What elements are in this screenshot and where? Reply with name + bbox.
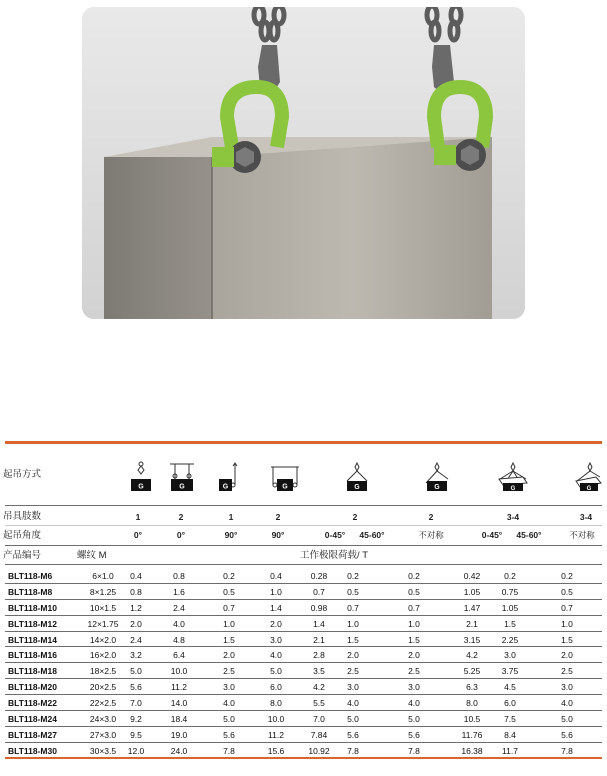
- multi-leg-asymmetric-icon: [574, 461, 602, 493]
- load-cell: 16.38: [461, 745, 483, 756]
- load-cell: 0.4: [270, 571, 282, 581]
- product-code-cell: BLT118-M10: [8, 602, 57, 613]
- load-cell: 24.0: [170, 745, 188, 756]
- load-cell: 7.8: [223, 745, 235, 756]
- load-cell: 9.2: [130, 714, 142, 725]
- thread-cell: 18×2.5: [89, 666, 117, 677]
- load-cell: 0.28: [310, 571, 328, 581]
- load-cell: 4.8: [173, 634, 185, 645]
- load-cell: 2.5: [561, 666, 573, 677]
- table-row: [5, 616, 602, 632]
- legs-cell: 2: [352, 512, 358, 522]
- two-leg-vertical-icon: [166, 461, 198, 493]
- load-cell: 3.0: [408, 682, 420, 693]
- load-cell: 5.0: [270, 666, 282, 677]
- load-cell: 5.0: [223, 714, 235, 725]
- legs-cell: 2: [275, 512, 281, 522]
- single-leg-side-icon: [216, 461, 242, 493]
- product-code-cell: BLT118-M20: [8, 682, 57, 693]
- table-row: [5, 743, 602, 759]
- svg-text:G: G: [282, 483, 288, 491]
- load-cell: 2.8: [313, 650, 325, 661]
- load-cell: 0.7: [561, 602, 573, 613]
- product-code-cell: BLT118-M8: [8, 586, 53, 597]
- two-leg-angle-icon: [340, 461, 374, 493]
- load-cell: 7.84: [310, 729, 328, 740]
- load-cell: 1.05: [463, 586, 481, 597]
- load-cell: 5.6: [408, 729, 420, 740]
- product-code-cell: BLT118-M12: [8, 618, 57, 629]
- load-cell: 2.5: [347, 666, 359, 677]
- load-cell: 0.5: [408, 586, 420, 597]
- load-cell: 11.76: [461, 729, 483, 740]
- product-code-cell: BLT118-M27: [8, 729, 57, 740]
- load-cell: 7.0: [313, 714, 325, 725]
- load-cell: 2.0: [130, 618, 142, 629]
- table-row: [5, 600, 602, 616]
- load-cell: 5.6: [223, 729, 235, 740]
- angle-cell: 90°: [271, 530, 285, 540]
- thread-cell: 14×2.0: [89, 634, 117, 645]
- table-row: [5, 568, 602, 584]
- load-cell: 7.8: [408, 745, 420, 756]
- load-cell: 12.0: [127, 745, 145, 756]
- load-cell: 2.1: [313, 634, 325, 645]
- two-leg-side-icon: [268, 461, 302, 493]
- divider: [5, 564, 602, 565]
- load-cell: 0.4: [130, 571, 142, 581]
- load-cell: 14.0: [170, 698, 188, 709]
- svg-text:G: G: [510, 486, 516, 492]
- load-cell: 3.15: [463, 634, 481, 645]
- load-cell: 7.0: [130, 698, 142, 709]
- lift-method-label: 起吊方式: [3, 469, 42, 480]
- load-cell: 10.0: [170, 666, 188, 677]
- load-cell: 3.0: [223, 682, 235, 693]
- load-cell: 2.5: [408, 666, 420, 677]
- legs-cell: 1: [135, 512, 141, 522]
- load-cell: 0.8: [173, 571, 185, 581]
- load-cell: 0.8: [130, 586, 142, 597]
- load-cell: 5.5: [313, 698, 325, 709]
- load-cell: 0.7: [408, 602, 420, 613]
- load-cell: 2.25: [501, 634, 519, 645]
- load-cell: 11.2: [268, 729, 284, 740]
- load-cell: 7.8: [347, 745, 359, 756]
- thread-cell: 6×1.0: [92, 571, 114, 581]
- thread-header: 螺纹 M: [77, 550, 107, 561]
- load-cell: 5.6: [130, 682, 142, 693]
- table-top-rule: [5, 441, 602, 444]
- wll-header: 工作极限荷载/ T: [300, 550, 369, 561]
- load-cell: 4.0: [223, 698, 235, 709]
- load-cell: 2.0: [223, 650, 235, 661]
- product-photo: [82, 7, 525, 319]
- table-row: [5, 663, 602, 679]
- thread-cell: 20×2.5: [89, 682, 117, 693]
- thread-cell: 27×3.0: [89, 729, 117, 740]
- table-row: [5, 711, 602, 727]
- table-row: [5, 647, 602, 663]
- load-cell: 7.8: [561, 745, 573, 756]
- table-row: [5, 695, 602, 711]
- load-cell: 3.2: [130, 650, 142, 661]
- load-cell: 0.7: [313, 586, 325, 597]
- load-cell: 3.0: [504, 650, 516, 661]
- svg-text:G: G: [586, 486, 592, 492]
- thread-cell: 30×3.5: [89, 745, 117, 756]
- load-cell: 2.0: [270, 618, 282, 629]
- load-cell: 0.7: [223, 602, 235, 613]
- table-row: [5, 632, 602, 648]
- load-cell: 1.6: [173, 586, 185, 597]
- angle-cell: 不对称: [418, 530, 444, 540]
- product-code-cell: BLT118-M6: [8, 571, 53, 581]
- thread-cell: 10×1.5: [89, 602, 117, 613]
- legs-cell: 2: [428, 512, 434, 522]
- divider: [5, 505, 602, 506]
- load-cell: 8.4: [504, 729, 516, 740]
- load-cell: 4.0: [347, 698, 359, 709]
- svg-text:G: G: [434, 484, 440, 491]
- load-cell: 0.2: [504, 571, 516, 581]
- load-cell: 5.0: [408, 714, 420, 725]
- divider: [5, 525, 602, 526]
- thread-cell: 22×2.5: [89, 698, 117, 709]
- load-cell: 0.2: [347, 571, 359, 581]
- load-cell: 0.42: [463, 571, 481, 581]
- angle-cell: 45-60°: [516, 530, 542, 540]
- angle-cell: 0-45°: [481, 530, 503, 540]
- load-cell: 10.5: [463, 714, 481, 725]
- load-cell: 10.92: [308, 745, 330, 756]
- load-cell: 1.5: [561, 634, 573, 645]
- angle-cell: 90°: [224, 530, 238, 540]
- load-cell: 1.5: [347, 634, 359, 645]
- load-cell: 2.0: [408, 650, 420, 661]
- load-cell: 1.0: [270, 586, 282, 597]
- load-cell: 4.5: [504, 682, 516, 693]
- load-cell: 4.0: [408, 698, 420, 709]
- load-cell: 5.6: [561, 729, 573, 740]
- legs-cell: 1: [228, 512, 234, 522]
- load-cell: 3.5: [313, 666, 325, 677]
- angle-cell: 0°: [176, 530, 186, 540]
- load-cell: 11.2: [171, 682, 187, 693]
- load-cell: 4.2: [313, 682, 325, 693]
- load-cell: 5.0: [561, 714, 573, 725]
- load-cell: 8.0: [270, 698, 282, 709]
- load-cell: 0.2: [408, 571, 420, 581]
- load-cell: 6.3: [466, 682, 478, 693]
- angle-cell: 45-60°: [359, 530, 385, 540]
- load-cell: 0.2: [223, 571, 235, 581]
- load-cell: 5.0: [347, 714, 359, 725]
- load-cell: 2.0: [347, 650, 359, 661]
- load-cell: 0.5: [561, 586, 573, 597]
- load-cell: 1.2: [130, 602, 142, 613]
- load-cell: 3.0: [347, 682, 359, 693]
- load-cell: 1.5: [223, 634, 235, 645]
- load-cell: 3.75: [501, 666, 519, 677]
- load-cell: 19.0: [170, 729, 188, 740]
- table-row: [5, 727, 602, 743]
- load-cell: 2.0: [561, 650, 573, 661]
- product-code-cell: BLT118-M18: [8, 666, 57, 677]
- two-leg-asymmetric-icon: [420, 461, 454, 493]
- load-cell: 7.5: [504, 714, 516, 725]
- load-cell: 4.2: [466, 650, 478, 661]
- load-cell: 8.0: [466, 698, 478, 709]
- load-cell: 3.0: [270, 634, 282, 645]
- svg-text:G: G: [138, 483, 144, 491]
- load-cell: 4.0: [561, 698, 573, 709]
- load-cell: 15.6: [267, 745, 285, 756]
- load-cell: 1.05: [501, 602, 519, 613]
- load-cell: 2.4: [130, 634, 142, 645]
- table-row: [5, 584, 602, 600]
- lifting-photo-graphic: [82, 7, 525, 319]
- single-leg-vertical-icon: [126, 461, 156, 493]
- load-cell: 6.0: [270, 682, 282, 693]
- load-cell: 5.6: [347, 729, 359, 740]
- product-code-cell: BLT118-M24: [8, 714, 57, 725]
- load-cell: 2.4: [173, 602, 185, 613]
- load-cell: 2.1: [466, 618, 478, 629]
- angle-label: 起吊角度: [3, 530, 42, 541]
- product-code-cell: BLT118-M30: [8, 745, 57, 756]
- load-cell: 5.0: [130, 666, 142, 677]
- load-cell: 0.5: [223, 586, 235, 597]
- angle-cell: 不对称: [569, 530, 595, 540]
- legs-cell: 3-4: [579, 512, 593, 522]
- load-cell: 1.4: [270, 602, 282, 613]
- load-cell: 0.2: [561, 571, 573, 581]
- product-code-header: 产品编号: [3, 550, 42, 561]
- svg-text:G: G: [179, 483, 185, 491]
- load-cell: 1.5: [408, 634, 420, 645]
- legs-cell: 3-4: [506, 512, 520, 522]
- load-cell: 5.25: [463, 666, 481, 677]
- load-cell: 0.75: [501, 586, 519, 597]
- thread-cell: 24×3.0: [89, 714, 117, 725]
- load-cell: 1.0: [408, 618, 420, 629]
- load-cell: 4.0: [270, 650, 282, 661]
- load-cell: 4.0: [173, 618, 185, 629]
- svg-text:G: G: [222, 483, 229, 491]
- load-cell: 1.4: [313, 618, 325, 629]
- product-code-cell: BLT118-M16: [8, 650, 57, 661]
- product-code-cell: BLT118-M22: [8, 698, 57, 709]
- table-row: [5, 679, 602, 695]
- load-cell: 6.0: [504, 698, 516, 709]
- svg-text:G: G: [354, 484, 360, 491]
- load-cell: 1.0: [223, 618, 235, 629]
- load-cell: 1.0: [347, 618, 359, 629]
- load-cell: 11.7: [502, 745, 518, 756]
- load-cell: 0.98: [310, 602, 328, 613]
- angle-cell: 0-45°: [324, 530, 346, 540]
- load-cell: 0.7: [347, 602, 359, 613]
- load-cell: 1.47: [463, 602, 481, 613]
- load-cell: 9.5: [130, 729, 142, 740]
- angle-cell: 0°: [133, 530, 143, 540]
- multi-leg-angle-icon: [496, 461, 530, 493]
- load-cell: 10.0: [267, 714, 285, 725]
- load-cell: 3.0: [561, 682, 573, 693]
- load-cell: 1.5: [504, 618, 516, 629]
- legs-cell: 2: [178, 512, 184, 522]
- load-cell: 2.5: [223, 666, 235, 677]
- load-cell: 6.4: [173, 650, 185, 661]
- thread-cell: 8×1.25: [89, 586, 117, 597]
- legs-label: 吊具肢数: [3, 511, 42, 522]
- thread-cell: 12×1.75: [87, 618, 119, 629]
- load-table: [5, 568, 602, 759]
- divider: [5, 545, 602, 546]
- product-code-cell: BLT118-M14: [8, 634, 57, 645]
- load-cell: 1.0: [561, 618, 573, 629]
- load-cell: 18.4: [170, 714, 188, 725]
- thread-cell: 16×2.0: [89, 650, 117, 661]
- load-cell: 0.5: [347, 586, 359, 597]
